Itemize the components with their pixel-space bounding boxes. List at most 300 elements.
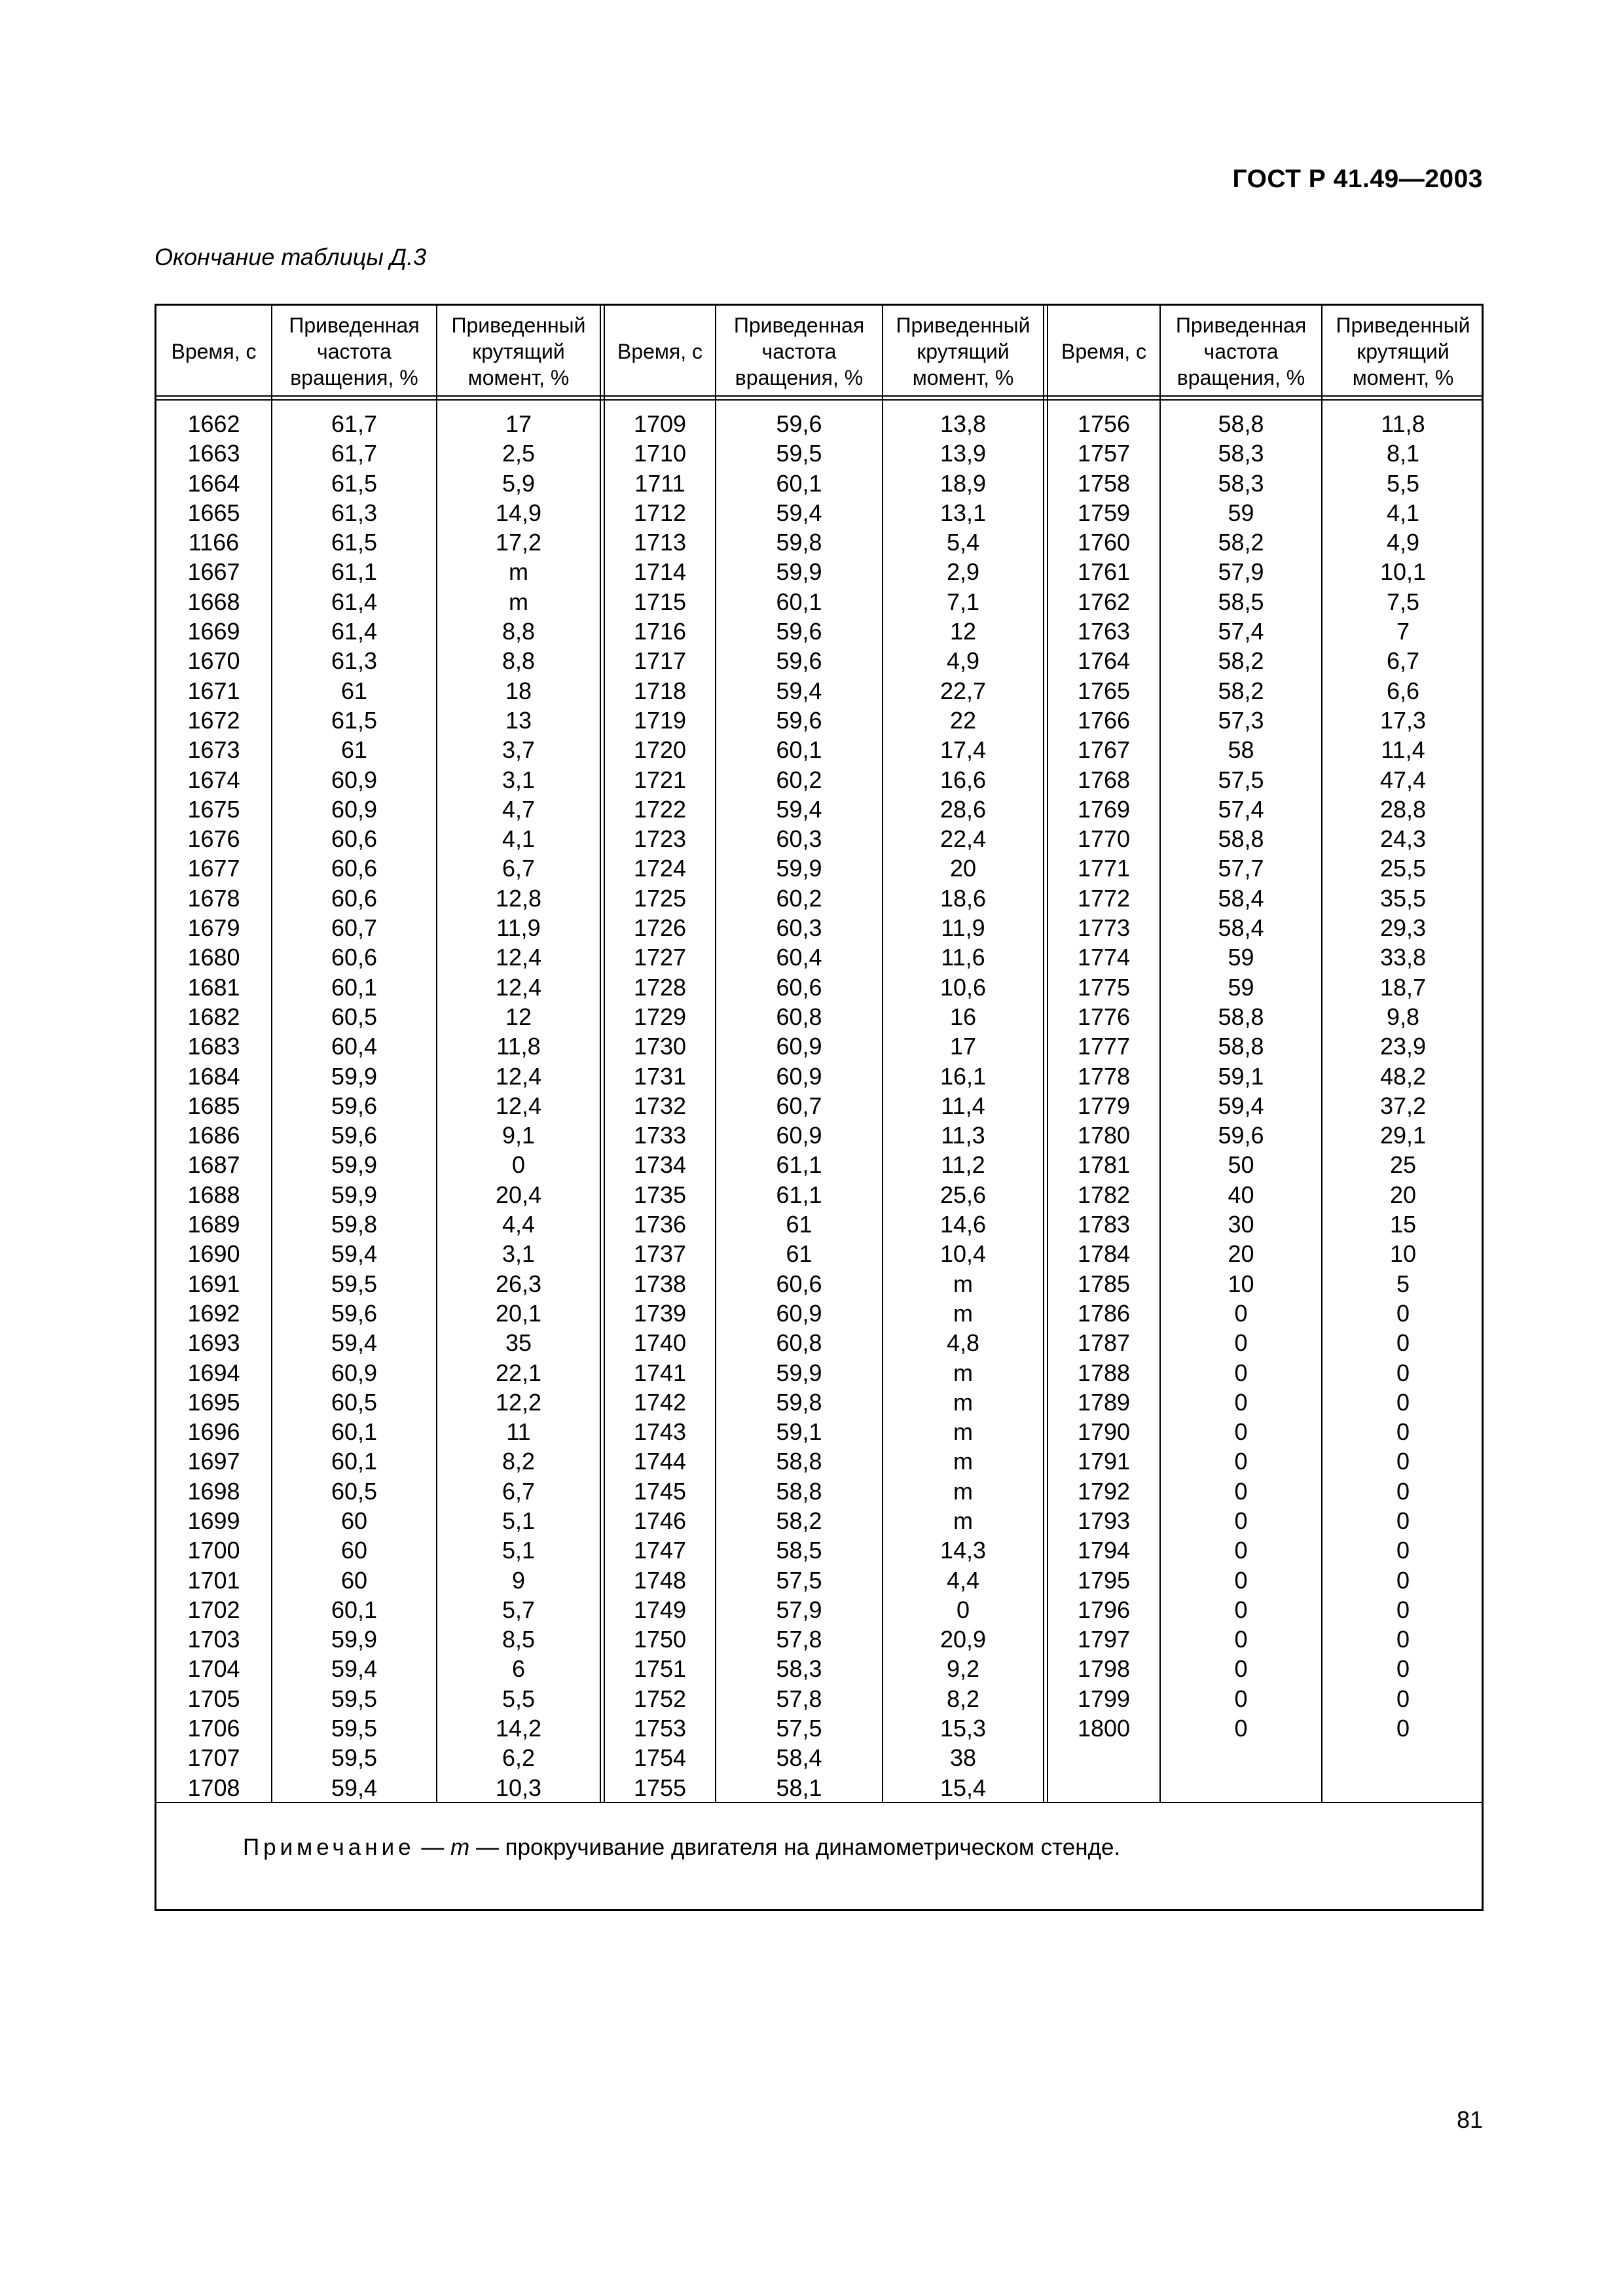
table-cell: 1767 [1077, 736, 1131, 764]
table-cell: 1794 [1077, 1537, 1131, 1564]
table-cell: 1713 [633, 529, 687, 556]
table-cell: 1777 [1077, 1033, 1131, 1060]
table-cell: 7 [1396, 618, 1410, 645]
table-cell: 58,3 [1218, 469, 1264, 497]
table-cell: 1784 [1077, 1240, 1131, 1268]
table-cell: 11,2 [941, 1151, 985, 1179]
table-cell: 14,9 [495, 499, 542, 526]
table-cell: 60,3 [776, 825, 822, 853]
table-cell: 1781 [1077, 1151, 1131, 1179]
table-cell: 59,9 [776, 558, 822, 586]
header-torque: Приведенный крутящий момент, % [896, 314, 1030, 389]
header-speed: Приведенная частота вращения, % [289, 314, 420, 389]
table-cell: 61,7 [331, 440, 378, 467]
table-cell: 1707 [187, 1744, 240, 1772]
table-cell: 3,1 [501, 1240, 536, 1268]
table-cell: 30 [1228, 1211, 1254, 1238]
table-cell: 60,9 [776, 1062, 822, 1090]
table-cell: 59,5 [331, 1685, 378, 1712]
table-cell: 59 [1228, 499, 1254, 526]
table-cell: 59,9 [776, 1359, 822, 1386]
table-cell: 1748 [633, 1566, 687, 1594]
table-cell: 1729 [633, 1003, 687, 1030]
table-cell: 12,4 [495, 1062, 542, 1090]
table-cell: 12,4 [495, 1092, 542, 1119]
column-torque [883, 409, 1043, 1803]
table-cell: 59,9 [331, 1062, 378, 1090]
table-cell: 1737 [633, 1240, 687, 1268]
table-cell: 1755 [633, 1774, 687, 1801]
table-cell: 59 [1228, 944, 1254, 971]
table-cell: 58,4 [1218, 914, 1264, 942]
table-cell: 59,5 [331, 1744, 378, 1772]
table-cell: 37,2 [1379, 1092, 1427, 1119]
table-cell: 1667 [187, 558, 240, 586]
table-cell: 59,8 [776, 529, 822, 556]
table-cell: 59,4 [331, 1655, 378, 1683]
table-cell: 1696 [187, 1418, 240, 1446]
table-cell: 0 [1234, 1359, 1248, 1386]
table-cell: 1663 [187, 440, 240, 467]
table-cell: 0 [1396, 1388, 1410, 1416]
table-cell: 11,8 [1381, 410, 1425, 437]
table-cell: 59,4 [776, 795, 822, 823]
table-cell: 57,9 [1218, 558, 1264, 586]
table-cell: 61,1 [776, 1151, 822, 1179]
header-time: Время, с [1061, 340, 1147, 363]
table-cell: 1793 [1077, 1507, 1131, 1534]
table-cell: 60,2 [776, 766, 822, 793]
table-cell: 58,8 [1218, 825, 1264, 853]
table-cell: 59,6 [331, 1299, 378, 1327]
table-cell: 60,5 [331, 1388, 378, 1416]
table-cell: 60,5 [331, 1477, 378, 1505]
table-cell: 11 [506, 1418, 531, 1446]
table-cell: 59,6 [776, 647, 822, 675]
table-cell: 1740 [633, 1329, 687, 1357]
table-cell: 1693 [187, 1329, 240, 1357]
table-cell: 61,5 [331, 706, 378, 734]
table-cell: 57,9 [776, 1596, 822, 1623]
table-cell: 57,8 [776, 1685, 822, 1712]
table-cell: 4,9 [946, 647, 980, 675]
table-cell: 1782 [1077, 1181, 1131, 1208]
table-cell: 14,6 [939, 1211, 987, 1238]
table-cell: 4,1 [501, 825, 536, 853]
table-cell: 47,4 [1379, 766, 1427, 793]
table-cell: 3,7 [501, 736, 536, 764]
table-cell: 61,3 [331, 499, 378, 526]
table-cell: 35,5 [1379, 884, 1427, 912]
table-cell: 6,6 [1386, 677, 1420, 704]
table-cell: 1681 [187, 973, 240, 1001]
table-cell: 7,1 [946, 588, 980, 615]
table-cell: 8,1 [1386, 440, 1420, 467]
table-cell: 12 [505, 1003, 532, 1030]
table-note: Примечание — m — прокручивание двигателя на динамометрическом стенде. [243, 1835, 1121, 1860]
table-cell: 40 [1228, 1181, 1254, 1208]
table-cell: 1668 [187, 588, 240, 615]
table-cell: 50 [1228, 1151, 1254, 1179]
table-cell: 1798 [1077, 1655, 1131, 1683]
table-cell: 1734 [633, 1151, 687, 1179]
table-cell: 61,4 [331, 618, 378, 645]
table-cell: m [953, 1507, 973, 1534]
table-cell: 1796 [1077, 1596, 1131, 1623]
table-cell: m [509, 588, 528, 615]
table-cell: 61,1 [776, 1181, 822, 1208]
table-cell: 13,9 [939, 440, 987, 467]
table-cell: 1701 [187, 1566, 240, 1594]
table-cell: 25,6 [939, 1181, 987, 1208]
table-cell: 1763 [1077, 618, 1131, 645]
table-cell: 1723 [633, 825, 687, 853]
table-cell: 57,4 [1218, 795, 1264, 823]
column-speed [716, 409, 882, 1803]
table-cell: 60,4 [331, 1033, 378, 1060]
table-cell: 60,9 [331, 1359, 378, 1386]
table-cell: 1799 [1077, 1685, 1131, 1712]
table-cell: 59,9 [776, 855, 822, 882]
table-cell: 0 [1396, 1359, 1410, 1386]
table-cell: 1750 [633, 1626, 687, 1653]
table-cell: 59,8 [331, 1211, 378, 1238]
table-cell: 14,2 [495, 1715, 542, 1742]
column-speed [272, 409, 436, 1803]
table-cell: 1756 [1077, 410, 1131, 437]
table-cell: 58,5 [1218, 588, 1264, 615]
table-cell: m [953, 1359, 973, 1386]
table-cell: 59,5 [331, 1715, 378, 1742]
table-cell: 11,4 [941, 1092, 985, 1119]
table-cell: m [953, 1270, 973, 1297]
column-torque [437, 409, 600, 1803]
table-cell: 1758 [1077, 469, 1131, 497]
table-cell: 57,7 [1218, 855, 1264, 882]
table-cell: 1766 [1077, 706, 1131, 734]
table-cell: 1673 [187, 736, 240, 764]
table-cell: 25,5 [1379, 855, 1427, 882]
table-cell: 10,1 [1379, 558, 1427, 586]
table-cell: 1698 [187, 1477, 240, 1505]
table-cell: 16 [949, 1003, 977, 1030]
table-cell: 8,5 [501, 1626, 536, 1653]
table-cell: 1754 [633, 1744, 687, 1772]
table-cell: 1776 [1077, 1003, 1131, 1030]
table-cell: 5,1 [501, 1507, 536, 1534]
table-cell: 60,2 [776, 884, 822, 912]
table-cell: 1726 [633, 914, 687, 942]
note-text: — прокручивание двигателя на динамометрическом стенде. [475, 1835, 1121, 1860]
table-cell: 18,7 [1379, 973, 1427, 1001]
table-cell: 1765 [1077, 677, 1131, 704]
table-cell: 11,6 [941, 944, 985, 971]
table-cell: 1678 [187, 884, 240, 912]
table-cell: 5,9 [501, 469, 536, 497]
table-cell: 1727 [633, 944, 687, 971]
table-cell: 1775 [1077, 973, 1131, 1001]
table-cell: 1717 [633, 647, 687, 675]
table-cell: 58,4 [1218, 884, 1264, 912]
table-cell: 15,3 [939, 1715, 987, 1742]
table-cell: 1722 [633, 795, 687, 823]
table-cell: 1703 [187, 1626, 240, 1653]
table-cell: 1697 [187, 1448, 240, 1475]
table-cell: 0 [1234, 1626, 1248, 1653]
table-cell: 1728 [633, 973, 687, 1001]
table-cell: 1749 [633, 1596, 687, 1623]
column-time [605, 409, 715, 1803]
table-cell: 1689 [187, 1211, 240, 1238]
table-cell: 1669 [187, 618, 240, 645]
table-cell: 61 [786, 1240, 812, 1268]
table-cell: 61,5 [331, 469, 378, 497]
table-cell: 1792 [1077, 1477, 1131, 1505]
table-cell: 5,4 [946, 529, 980, 556]
table-cell: 1789 [1077, 1388, 1131, 1416]
column-time [1048, 409, 1159, 1743]
table-cell: 12,4 [495, 944, 542, 971]
table-cell: 17 [505, 410, 532, 437]
note-symbol: m [450, 1835, 470, 1860]
table-cell: 1745 [633, 1477, 687, 1505]
table-cell: 1686 [187, 1122, 240, 1149]
header-time: Время, с [171, 340, 257, 363]
table-cell: 0 [1396, 1477, 1410, 1505]
table-cell: 0 [1234, 1715, 1248, 1742]
table-cell: 61 [340, 736, 368, 764]
table-cell: 60,1 [331, 1448, 378, 1475]
table-cell: 1692 [187, 1299, 240, 1327]
table-cell: 58,2 [776, 1507, 822, 1534]
table-cell: 0 [1396, 1596, 1410, 1623]
table-cell: 10,4 [939, 1240, 987, 1268]
table-cell: 60,9 [331, 766, 378, 793]
table-cell: 18,6 [939, 884, 987, 912]
table-cell: 17 [949, 1033, 977, 1060]
table-cell: 60,1 [776, 469, 822, 497]
table-cell: 0 [1396, 1418, 1410, 1446]
table-cell: 1704 [187, 1655, 240, 1683]
table-cell: 1714 [633, 558, 687, 586]
table-cell: 17,3 [1379, 706, 1427, 734]
table-cell: 1662 [187, 410, 240, 437]
table-cell: 1744 [633, 1448, 687, 1475]
table-cell: 4,8 [946, 1329, 980, 1357]
table-cell: 1751 [633, 1655, 687, 1683]
table-cell: 1691 [187, 1270, 240, 1297]
table-cell: 26,3 [495, 1270, 542, 1297]
table-cell: 9,1 [501, 1122, 536, 1149]
table-cell: 3,1 [501, 766, 536, 793]
table-cell: 28,6 [939, 795, 987, 823]
table-cell: 4,9 [1386, 529, 1420, 556]
table-cell: 5,5 [1386, 469, 1420, 497]
table-cell: 59,6 [776, 618, 822, 645]
table-cell: 1671 [187, 677, 240, 704]
table-cell: 0 [1396, 1655, 1410, 1683]
table-cell: 1738 [633, 1270, 687, 1297]
table-cell: 6,2 [501, 1744, 536, 1772]
table-cell: 59,9 [331, 1626, 378, 1653]
table-cell: 0 [1396, 1299, 1410, 1327]
table-cell: m [509, 558, 528, 586]
table-cell: 1665 [187, 499, 240, 526]
table-cell: 28,8 [1379, 795, 1427, 823]
table-cell: 1695 [187, 1388, 240, 1416]
table-cell: 9,2 [946, 1655, 980, 1683]
table-cell: 58,2 [1218, 647, 1264, 675]
table-cell: 4,4 [946, 1566, 980, 1594]
table-cell: 20 [949, 855, 977, 882]
table-cell: 9,8 [1386, 1003, 1420, 1030]
table-cell: 1773 [1077, 914, 1131, 942]
table-cell: 1732 [633, 1092, 687, 1119]
table-cell: 0 [1234, 1655, 1248, 1683]
table-cell: 14,3 [939, 1537, 987, 1564]
table-cell: 8,2 [501, 1448, 536, 1475]
table-cell: 1674 [187, 766, 240, 793]
table-cell: 1712 [633, 499, 687, 526]
group-divider [1043, 306, 1044, 1803]
table-cell: 11,8 [496, 1033, 541, 1060]
header-torque: Приведенный крутящий момент, % [451, 314, 586, 389]
table-cell: 17,2 [495, 529, 542, 556]
table-cell: 0 [511, 1151, 526, 1179]
table-cell: 59,9 [331, 1151, 378, 1179]
table-cell: 8,8 [501, 647, 536, 675]
table-cell: 59,4 [331, 1329, 378, 1357]
table-cell: 59,6 [1218, 1122, 1264, 1149]
table-cell: 20,4 [495, 1181, 542, 1208]
table-cell: 1785 [1077, 1270, 1131, 1297]
table-cell: 12,2 [495, 1388, 542, 1416]
table-cell: 59,1 [776, 1418, 822, 1446]
table-cell: 1705 [187, 1685, 240, 1712]
table-cell: 1772 [1077, 884, 1131, 912]
table-cell: 60,7 [776, 1092, 822, 1119]
table-cell: 0 [1234, 1685, 1248, 1712]
table-cell: 12 [949, 618, 977, 645]
table-cell: 8,2 [946, 1685, 980, 1712]
table-cell: 0 [1396, 1448, 1410, 1475]
table-cell: 1718 [633, 677, 687, 704]
table-cell: 58,8 [1218, 410, 1264, 437]
table-cell: 60,1 [776, 588, 822, 615]
table-cell: 61,7 [331, 410, 378, 437]
table-cell: 60,6 [331, 884, 378, 912]
table-cell: 1757 [1077, 440, 1131, 467]
table-cell: 1720 [633, 736, 687, 764]
table-cell: 13,8 [939, 410, 987, 437]
table-cell: 4,7 [501, 795, 536, 823]
table-cell: 1724 [633, 855, 687, 882]
table-cell: 0 [1396, 1507, 1410, 1534]
table-cell: 20,9 [939, 1626, 987, 1653]
table-cell: 4,4 [501, 1211, 536, 1238]
table-cell: 33,8 [1379, 944, 1427, 971]
table-cell: 1747 [633, 1537, 687, 1564]
table-cell: 1735 [633, 1181, 687, 1208]
table-cell: 58,8 [776, 1477, 822, 1505]
table-cell: 1677 [187, 855, 240, 882]
table-cell: 0 [1234, 1477, 1248, 1505]
table-cell: 1716 [633, 618, 687, 645]
table-cell: 16,6 [939, 766, 987, 793]
table-cell: 1709 [633, 410, 687, 437]
table-cell: 0 [1396, 1566, 1410, 1594]
table-cell: 1795 [1077, 1566, 1131, 1594]
table-cell: 1797 [1077, 1626, 1131, 1653]
table-cell: 12,8 [495, 884, 542, 912]
header-rule-inner [156, 399, 1482, 401]
table-cell: 1760 [1077, 529, 1131, 556]
table-cell: 0 [1396, 1715, 1410, 1742]
table-cell: 1731 [633, 1062, 687, 1090]
table-cell: 60,6 [776, 973, 822, 1001]
header-time: Время, с [617, 340, 703, 363]
table-cell: 59,6 [776, 410, 822, 437]
table-cell: 1742 [633, 1388, 687, 1416]
table-cell: 20 [1389, 1181, 1417, 1208]
table-cell: 18 [505, 677, 532, 704]
table-cell: 61,1 [331, 558, 378, 586]
table-cell: m [953, 1477, 973, 1505]
table-cell: 58,8 [1218, 1033, 1264, 1060]
table-cell: 1700 [187, 1537, 240, 1564]
table-cell: 59,1 [1218, 1062, 1264, 1090]
table-cell: 61 [340, 677, 368, 704]
table-cell: 61,5 [331, 529, 378, 556]
table-cell: 1699 [187, 1507, 240, 1534]
table-cell: 59,4 [776, 677, 822, 704]
header-speed: Приведенная частота вращения, % [733, 314, 865, 389]
group-divider [600, 306, 601, 1803]
table-cell: 1761 [1077, 558, 1131, 586]
table-cell: 1778 [1077, 1062, 1131, 1090]
table-cell: 60,9 [776, 1122, 822, 1149]
table-cell: 60,3 [776, 914, 822, 942]
table-cell: 1791 [1077, 1448, 1131, 1475]
table-cell: 57,4 [1218, 618, 1264, 645]
table-cell: 1672 [187, 706, 240, 734]
table-cell: 1783 [1077, 1211, 1131, 1238]
table-cell: 60,4 [776, 944, 822, 971]
table-cell: 58,8 [1218, 1003, 1264, 1030]
table-cell: 60,9 [776, 1033, 822, 1060]
table-cell: 0 [1234, 1507, 1248, 1534]
table-cell: 0 [1396, 1626, 1410, 1653]
table-cell: 23,9 [1379, 1033, 1427, 1060]
table-cell: 0 [1234, 1448, 1248, 1475]
table-cell: 1787 [1077, 1329, 1131, 1357]
table-cell: 11,3 [941, 1122, 985, 1149]
table-cell: 6,7 [501, 1477, 536, 1505]
table-cell: 57,5 [776, 1566, 822, 1594]
table-cell: 60,9 [331, 795, 378, 823]
table-cell: 1743 [633, 1418, 687, 1446]
table-cell: 0 [1234, 1388, 1248, 1416]
table-cell: 1725 [633, 884, 687, 912]
column-speed [1161, 409, 1321, 1743]
table-cell: 1768 [1077, 766, 1131, 793]
table-cell: 59,5 [331, 1270, 378, 1297]
table-cell: 1670 [187, 647, 240, 675]
table-cell: 60,6 [331, 944, 378, 971]
table-cell: 2,9 [946, 558, 980, 586]
table-cell: 1702 [187, 1596, 240, 1623]
table-cell: 1682 [187, 1003, 240, 1030]
